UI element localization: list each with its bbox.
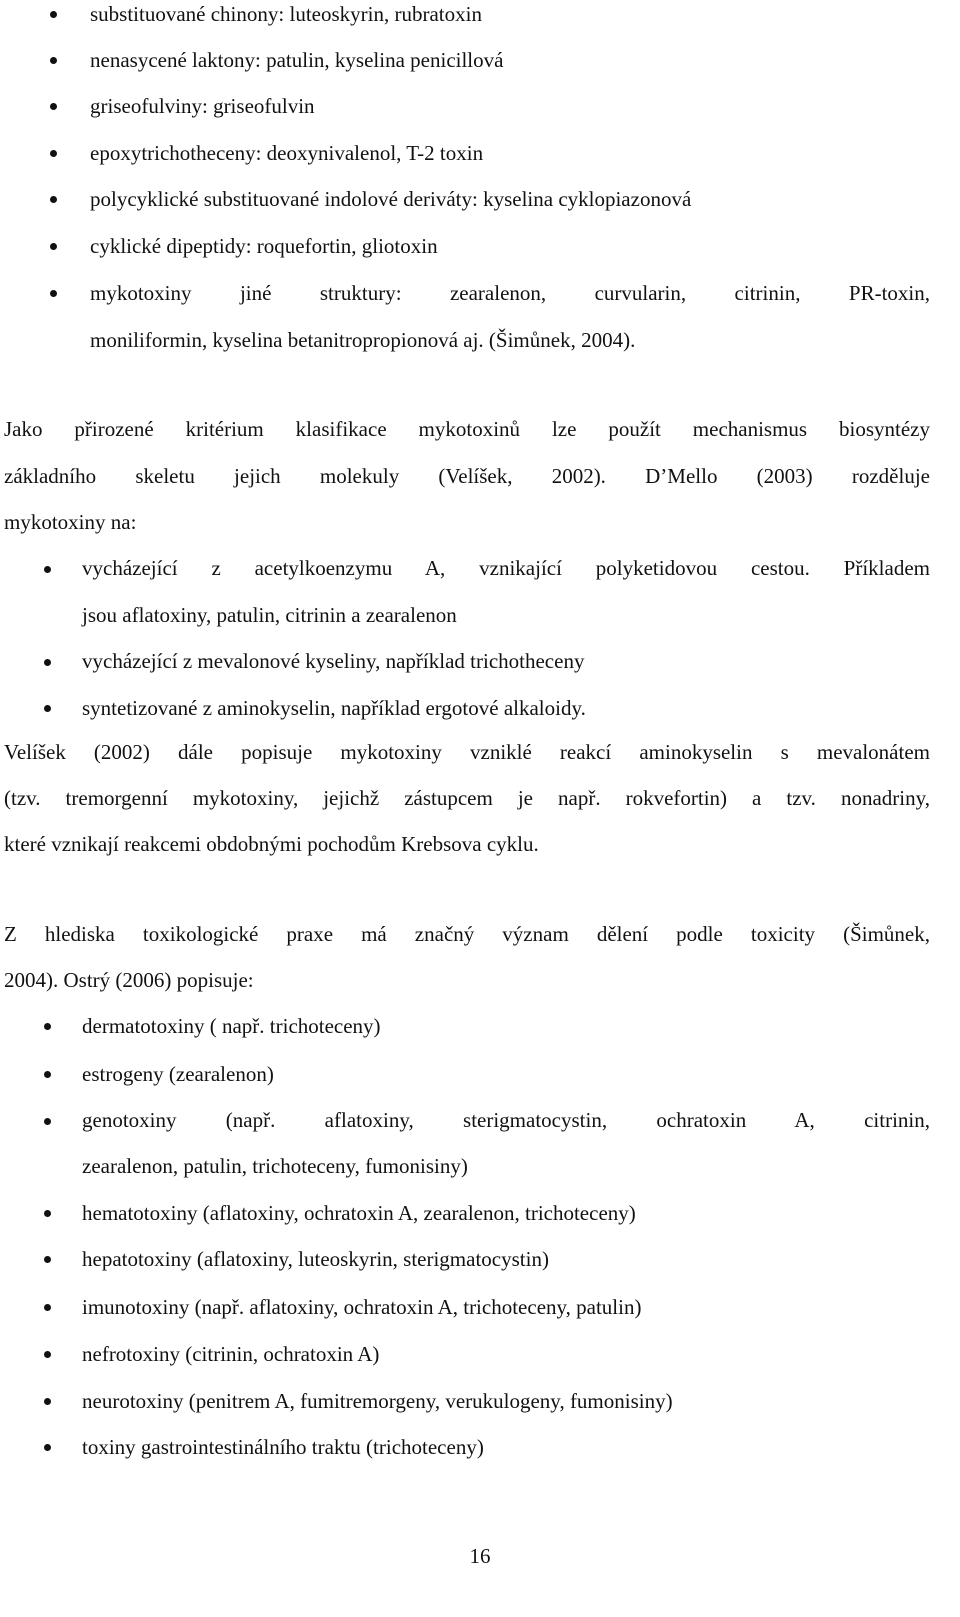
bullet-icon <box>44 659 51 666</box>
bullet-icon <box>44 1210 51 1217</box>
bullet-icon <box>44 1351 51 1358</box>
list-item-continuation: zearalenon, patulin, trichoteceny, fumonisiny) <box>82 1154 468 1178</box>
paragraph-line: mykotoxiny na: <box>4 510 137 534</box>
list-item: hematotoxiny (aflatoxiny, ochratoxin A, zearalenon, trichoteceny) <box>82 1201 636 1225</box>
bullet-icon <box>44 1023 51 1030</box>
list-item: imunotoxiny (např. aflatoxiny, ochratoxin A, trichoteceny, patulin) <box>82 1295 642 1319</box>
bullet-icon <box>50 57 57 64</box>
paragraph-line: Velíšek (2002) dále popisuje mykotoxiny vzniklé reakcí aminokyselin s mevalonátem <box>4 740 930 764</box>
paragraph-line: Z hlediska toxikologické praxe má značný význam dělení podle toxicity (Šimůnek, <box>4 922 930 946</box>
paragraph-line: které vznikají reakcemi obdobnými pochodům Krebsova cyklu. <box>4 832 539 856</box>
bullet-icon <box>50 243 57 250</box>
list-item: nenasycené laktony: patulin, kyselina penicillová <box>90 48 504 72</box>
list-item: toxiny gastrointestinálního traktu (trichoteceny) <box>82 1435 484 1459</box>
list-item: polycyklické substituované indolové deriváty: kyselina cyklopiazonová <box>90 187 692 211</box>
bullet-icon <box>50 150 57 157</box>
list-item: epoxytrichotheceny: deoxynivalenol, T-2 toxin <box>90 141 484 165</box>
list-item: estrogeny (zearalenon) <box>82 1062 274 1086</box>
bullet-icon <box>44 1304 51 1311</box>
list-item: griseofulviny: griseofulvin <box>90 94 315 118</box>
bullet-icon <box>44 566 51 573</box>
bullet-icon <box>50 103 57 110</box>
bullet-icon <box>44 1444 51 1451</box>
list-item: dermatotoxiny ( např. trichoteceny) <box>82 1014 381 1038</box>
bullet-icon <box>50 290 57 297</box>
bullet-icon <box>50 196 57 203</box>
paragraph-line: 2004). Ostrý (2006) popisuje: <box>4 968 254 992</box>
list-item-continuation: moniliformin, kyselina betanitropropionová aj. (Šimůnek, 2004). <box>90 328 636 352</box>
bullet-icon <box>44 1118 51 1125</box>
bullet-icon <box>44 1256 51 1263</box>
bullet-icon <box>44 1398 51 1405</box>
paragraph-line: (tzv. tremorgenní mykotoxiny, jejichž zástupcem je např. rokvefortin) a tzv. nonadriny, <box>4 786 930 810</box>
list-item: genotoxiny (např. aflatoxiny, sterigmatocystin, ochratoxin A, citrinin, <box>82 1108 930 1132</box>
list-item: cyklické dipeptidy: roquefortin, gliotoxin <box>90 234 438 258</box>
list-item-continuation: jsou aflatoxiny, patulin, citrinin a zearalenon <box>82 603 457 627</box>
list-item: nefrotoxiny (citrinin, ochratoxin A) <box>82 1342 380 1366</box>
list-item: vycházející z mevalonové kyseliny, například trichotheceny <box>82 649 585 673</box>
bullet-icon <box>44 1071 51 1078</box>
bullet-icon <box>44 705 51 712</box>
paragraph-line: základního skeletu jejich molekuly (Velíšek, 2002). D’Mello (2003) rozděluje <box>4 464 930 488</box>
page-number: 16 <box>469 1544 491 1568</box>
list-item: substituované chinony: luteoskyrin, rubratoxin <box>90 2 482 26</box>
paragraph-line: Jako přirozené kritérium klasifikace mykotoxinů lze použít mechanismus biosyntézy <box>4 417 930 441</box>
list-item: vycházející z acetylkoenzymu A, vznikající polyketidovou cestou. Příkladem <box>82 556 930 580</box>
list-item: syntetizované z aminokyselin, například ergotové alkaloidy. <box>82 696 586 720</box>
bullet-icon <box>50 11 57 18</box>
list-item: mykotoxiny jiné struktury: zearalenon, curvularin, citrinin, PR-toxin, <box>90 281 930 305</box>
list-item: neurotoxiny (penitrem A, fumitremorgeny, verukulogeny, fumonisiny) <box>82 1389 673 1413</box>
list-item: hepatotoxiny (aflatoxiny, luteoskyrin, sterigmatocystin) <box>82 1247 549 1271</box>
